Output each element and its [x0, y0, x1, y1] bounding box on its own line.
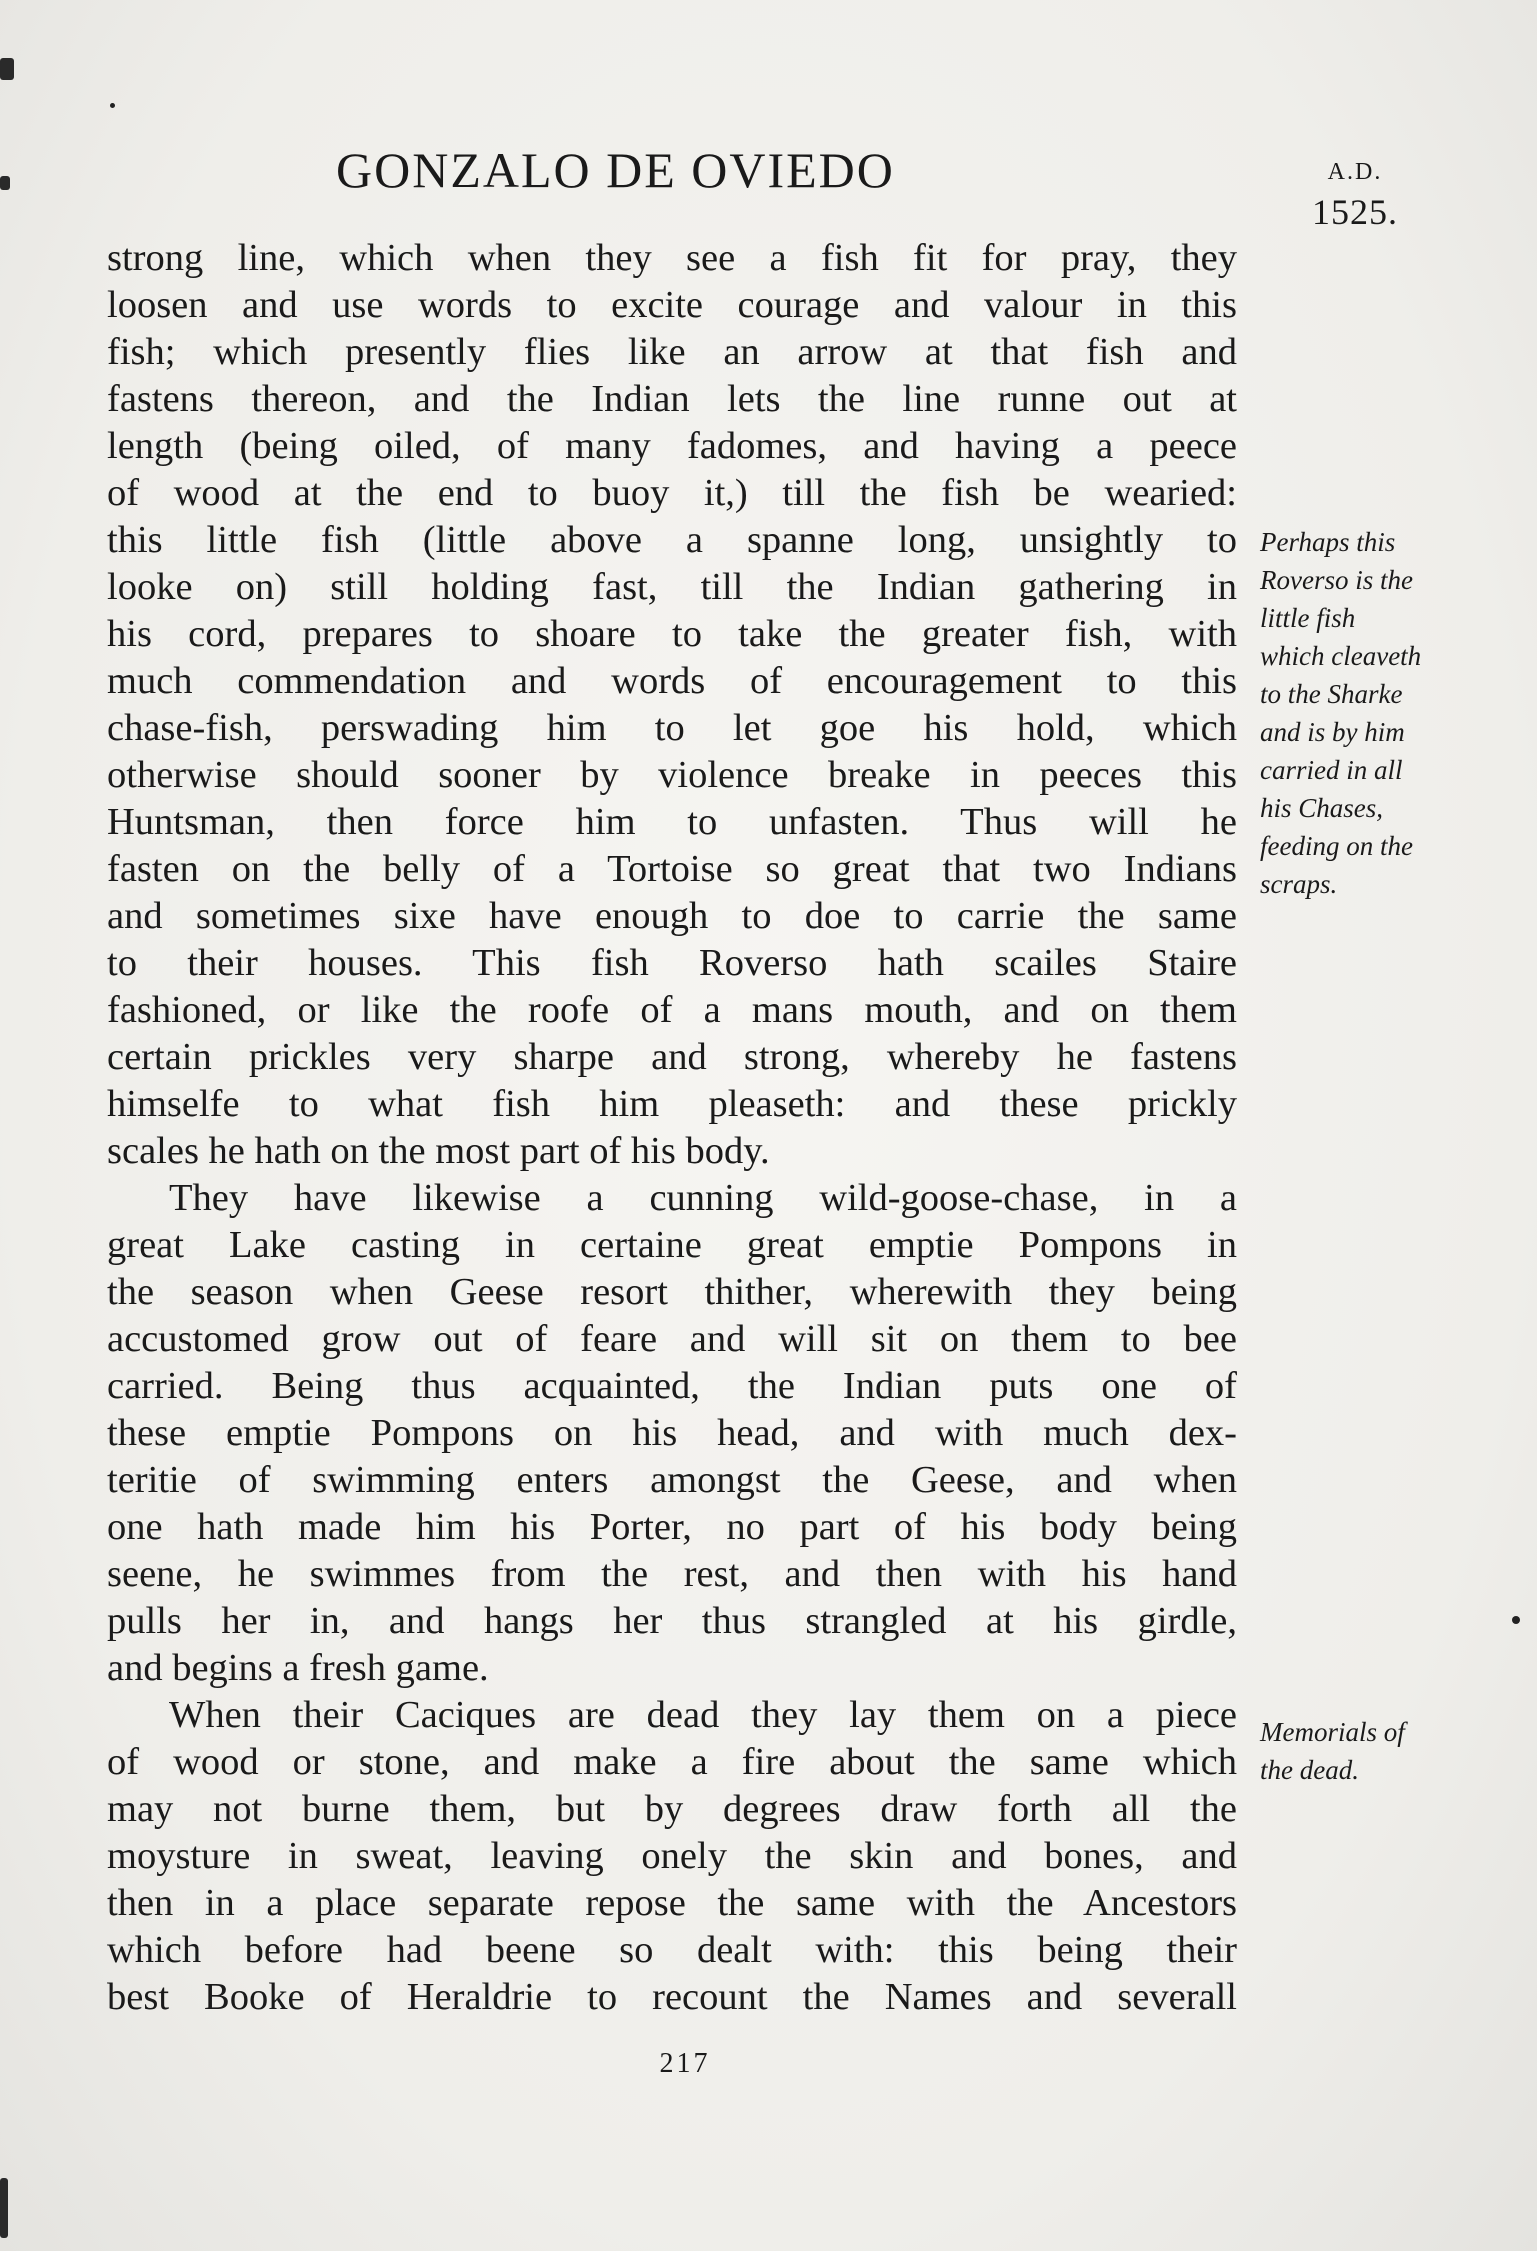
sidenote-line: to the Sharke — [1260, 679, 1403, 709]
text-line: looke on) still holding fast, till the Indian gathering in — [107, 566, 1237, 608]
text-line: great Lake casting in certaine great emptie Pompons in — [107, 1224, 1237, 1266]
text-line: this little fish (little above a spanne long, unsightly to — [107, 519, 1237, 561]
text-line: himselfe to what fish him pleaseth: and these prickly — [107, 1083, 1237, 1125]
sidenote-line: carried in all — [1260, 755, 1403, 785]
sidenote-line: the dead. — [1260, 1755, 1359, 1785]
text-line: Huntsman, then force him to unfasten. Thus will he — [107, 801, 1237, 843]
sidenote-line: his Chases, — [1260, 793, 1384, 823]
page-number: 217 — [659, 2048, 711, 2079]
text-line: one hath made him his Porter, no part of his body being — [107, 1506, 1237, 1548]
sidenote-line: Roverso is the — [1260, 565, 1413, 595]
page-edge-mark — [0, 176, 10, 190]
text-line: accustomed grow out of feare and will sit on them to bee — [107, 1318, 1237, 1360]
text-line: fasten on the belly of a Tortoise so great that two Indians — [107, 848, 1237, 890]
text-line: carried. Being thus acquainted, the Indian puts one of — [107, 1365, 1237, 1407]
text-line: of wood at the end to buoy it,) till the fish be wearied: — [107, 472, 1237, 514]
text-line: moysture in sweat, leaving onely the skin and bones, and — [107, 1835, 1237, 1877]
sidenote-line: feeding on the — [1260, 831, 1413, 861]
era-label: A.D. — [1327, 159, 1383, 185]
ink-speck — [1512, 1616, 1520, 1624]
text-line: much commendation and words of encouragement to this — [107, 660, 1237, 702]
sidenote-line: scraps. — [1260, 869, 1338, 899]
text-line: to their houses. This fish Roverso hath scailes Staire — [107, 942, 1237, 984]
text-line: chase-fish, perswading him to let goe his hold, which — [107, 707, 1237, 749]
text-line: certain prickles very sharpe and strong, whereby he fastens — [107, 1036, 1237, 1078]
text-line: of wood or stone, and make a fire about the same which — [107, 1741, 1237, 1783]
sidenote-memorials — [1260, 1713, 1520, 1789]
text-line: strong line, which when they see a fish fit for pray, they — [107, 237, 1237, 279]
text-line: his cord, prepares to shoare to take the greater fish, with — [107, 613, 1237, 655]
text-line: may not burne them, but by degrees draw forth all the — [107, 1788, 1237, 1830]
main-text-column — [107, 235, 1237, 2021]
ink-speck — [110, 103, 115, 108]
running-head-title: GONZALO DE OVIEDO — [336, 142, 895, 198]
text-line: otherwise should sooner by violence breake in peeces this — [107, 754, 1237, 796]
text-line: loosen and use words to excite courage and valour in this — [107, 284, 1237, 326]
sidenote-line: which cleaveth — [1260, 641, 1422, 671]
text-line: teritie of swimming enters amongst the Geese, and when — [107, 1459, 1237, 1501]
page-edge-mark — [0, 58, 14, 80]
text-line: these emptie Pompons on his head, and with much dex- — [107, 1412, 1237, 1454]
text-line: and begins a fresh game. — [107, 1647, 489, 1689]
text-line: the season when Geese resort thither, wherewith they being — [107, 1271, 1237, 1313]
text-line: which before had beene so dealt with: this being their — [107, 1929, 1237, 1971]
sidenote-line: and is by him — [1260, 717, 1405, 747]
page-edge-mark — [0, 2178, 8, 2238]
sidenote-line: little fish — [1260, 603, 1356, 633]
text-line: then in a place separate repose the same with the Ancestors — [107, 1882, 1237, 1924]
text-line: fish; which presently flies like an arrow at that fish and — [107, 331, 1237, 373]
text-line: best Booke of Heraldrie to recount the Names and severall — [107, 1976, 1237, 2018]
running-head-date — [1300, 152, 1410, 232]
text-line: seene, he swimmes from the rest, and then with his hand — [107, 1553, 1237, 1595]
sidenote-roverso — [1260, 523, 1520, 903]
year-label: 1525. — [1312, 192, 1398, 232]
text-line: They have likewise a cunning wild-goose-chase, in a — [169, 1177, 1237, 1219]
text-line: pulls her in, and hangs her thus strangled at his girdle, — [107, 1600, 1237, 1642]
text-line: When their Caciques are dead they lay them on a piece — [169, 1694, 1237, 1736]
text-line: length (being oiled, of many fadomes, and having a peece — [107, 425, 1237, 467]
text-line: fashioned, or like the roofe of a mans mouth, and on them — [107, 989, 1237, 1031]
text-line: and sometimes sixe have enough to doe to carrie the same — [107, 895, 1237, 937]
sidenote-line: Memorials of — [1260, 1717, 1405, 1747]
text-line: fastens thereon, and the Indian lets the line runne out at — [107, 378, 1237, 420]
sidenote-line: Perhaps this — [1260, 527, 1396, 557]
text-line: scales he hath on the most part of his body. — [107, 1130, 770, 1172]
